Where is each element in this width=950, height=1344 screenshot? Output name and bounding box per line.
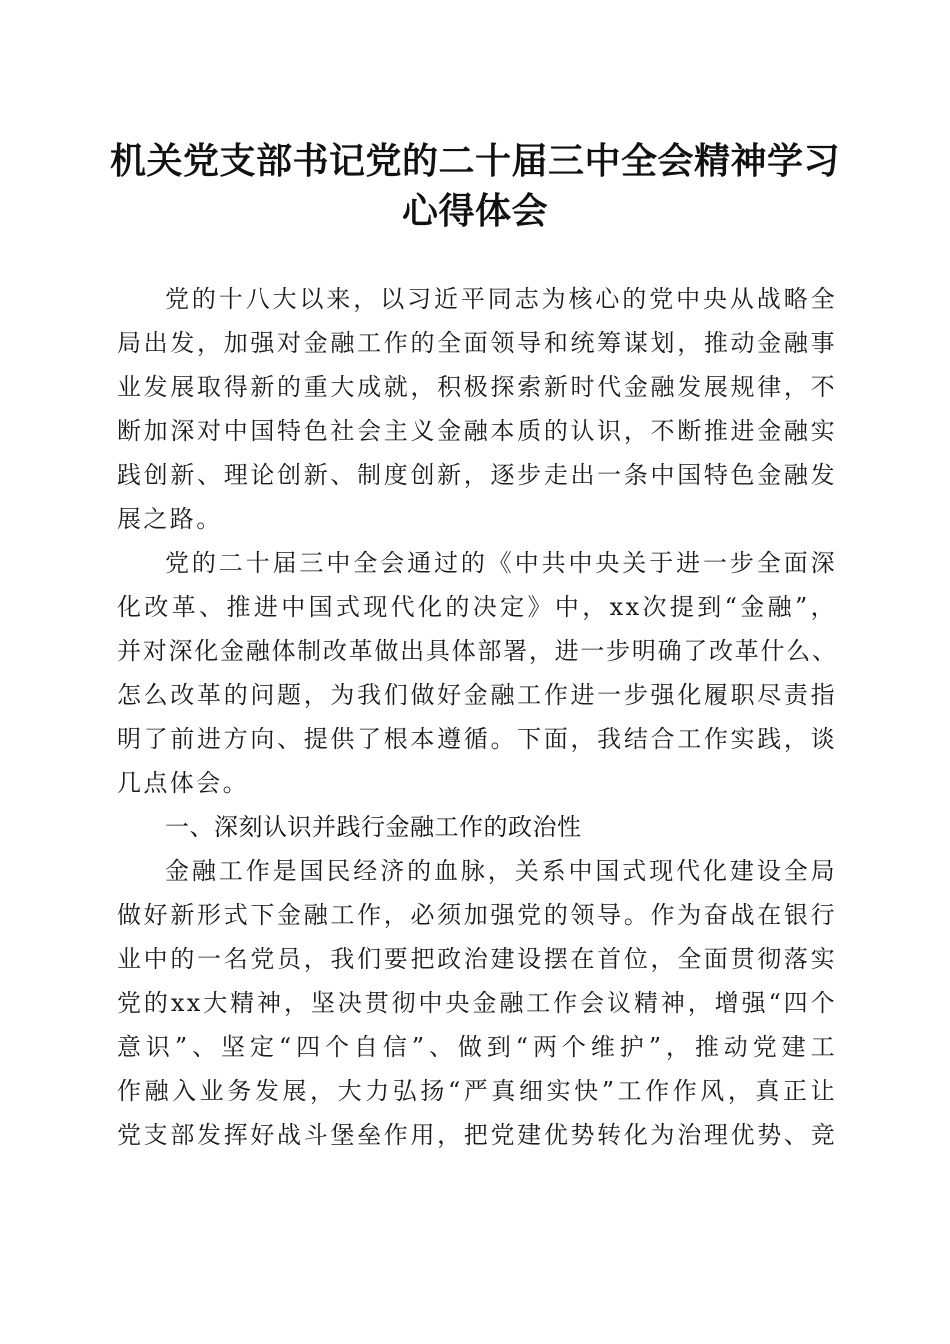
heading-line: 一、深刻认识并践行金融工作的政治性 bbox=[165, 813, 582, 841]
text-line: 金融工作是国民经济的血脉，关系中国式现代化建设全局 bbox=[165, 857, 837, 885]
text-line: 断加深对中国特色社会主义金融本质的认识，不断推进金融实 bbox=[117, 417, 837, 445]
text-line: 并对深化金融体制改革做出具体部署，进一步明确了改革什么、 bbox=[117, 637, 837, 665]
text-line: 明了前进方向、提供了根本遵循。下面，我结合工作实践，谈 bbox=[117, 725, 837, 753]
paragraph-intro bbox=[117, 277, 837, 541]
text-line: 党的十八大以来，以习近平同志为核心的党中央从战略全 bbox=[165, 285, 837, 313]
text-line: 业发展取得新的重大成就，积极探索新时代金融发展规律，不 bbox=[117, 373, 837, 401]
text-line: 党支部发挥好战斗堡垒作用，把党建优势转化为治理优势、竞 bbox=[117, 1121, 837, 1149]
text-line: 展之路。 bbox=[117, 505, 223, 533]
text-line: 几点体会。 bbox=[117, 769, 249, 797]
text-line: 怎么改革的问题，为我们做好金融工作进一步强化履职尽责指 bbox=[117, 681, 837, 709]
section-heading bbox=[117, 805, 837, 849]
text-line: 意识”、坚定“四个自信”、做到“两个维护”，推动党建工 bbox=[117, 1033, 837, 1061]
text-line: 党的xx大精神，坚决贯彻中央金融工作会议精神，增强“四个 bbox=[117, 989, 837, 1017]
text-line: 化改革、推进中国式现代化的决定》中，xx次提到“金融”， bbox=[117, 593, 837, 621]
text-line: 业中的一名党员，我们要把政治建设摆在首位，全面贯彻落实 bbox=[117, 945, 837, 973]
text-line: 践创新、理论创新、制度创新，逐步走出一条中国特色金融发 bbox=[117, 461, 837, 489]
text-line: 作融入业务发展，大力弘扬“严真细实快”工作作风，真正让 bbox=[117, 1077, 837, 1105]
text-line: 党的二十届三中全会通过的《中共中央关于进一步全面深 bbox=[165, 549, 837, 577]
text-line: 做好新形式下金融工作，必须加强党的领导。作为奋战在银行 bbox=[117, 901, 837, 929]
paragraph-section-one bbox=[117, 849, 837, 1157]
document-body bbox=[117, 277, 837, 1157]
document-title bbox=[100, 136, 850, 236]
paragraph-plenum bbox=[117, 541, 837, 805]
title-line: 心得体会 bbox=[401, 190, 548, 232]
title-line: 机关党支部书记党的二十届三中全会精神学习 bbox=[109, 140, 840, 182]
text-line: 局出发，加强对金融工作的全面领导和统筹谋划，推动金融事 bbox=[117, 329, 837, 357]
